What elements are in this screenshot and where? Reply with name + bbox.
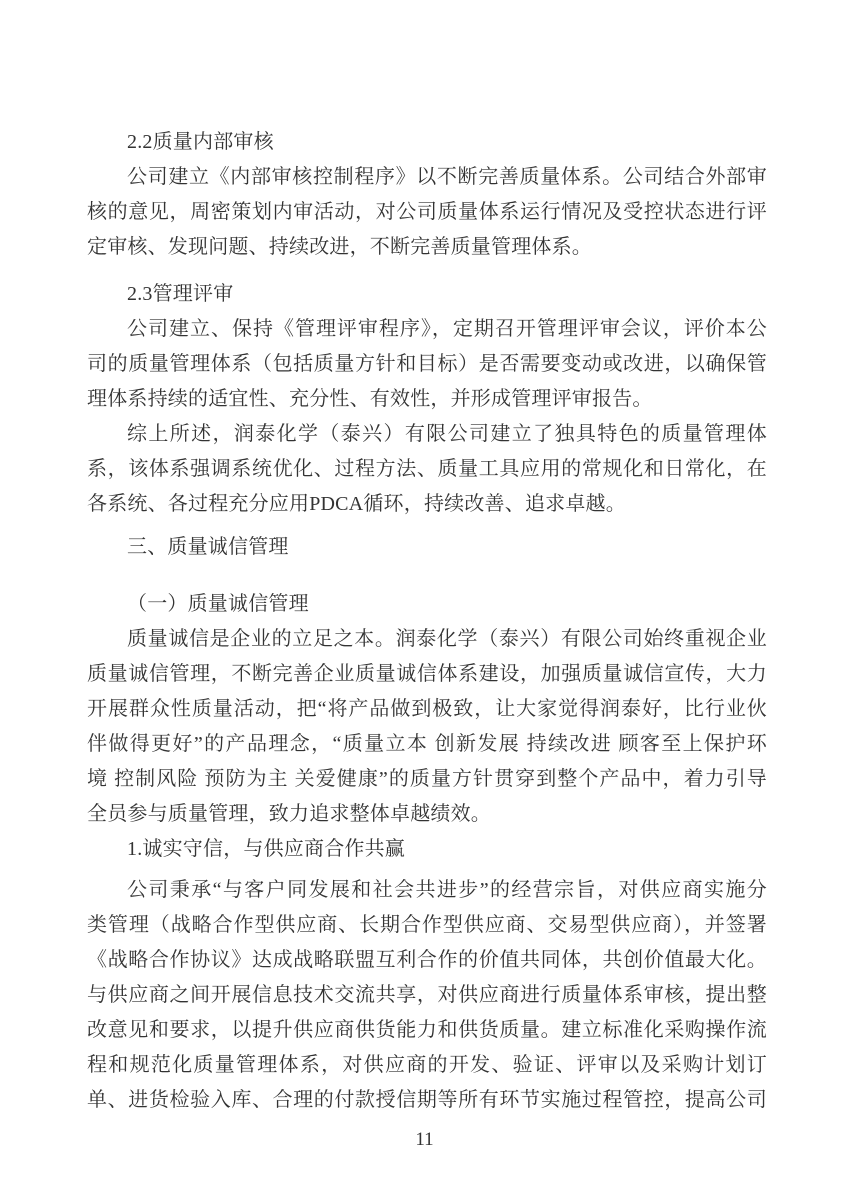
paragraph-block [87,312,767,417]
section-heading: 1.诚实守信，与供应商合作共赢 [127,838,405,860]
text-line: 综上所述，润泰化学（泰兴）有限公司建立了独具特色的质量管理体 [127,423,767,445]
text-line: 单、进货检验入库、合理的付款授信期等所有环节实施过程管控，提高公司 [87,1089,767,1111]
text-line: 程和规范化质量管理体系，对供应商的开发、验证、评审以及采购计划订 [87,1054,767,1076]
text-line: 各系统、各过程充分应用PDCA循环，持续改善、追求卓越。 [87,493,626,515]
section-heading-block [87,530,767,565]
section-heading: 2.3管理评审 [127,283,234,305]
section-heading-block [87,125,767,160]
page-number: 11 [415,1129,434,1150]
text-line: 定审核、发现问题、持续改进，不断完善质量管理体系。 [87,236,592,258]
text-line: 公司建立《内部审核控制程序》以不断完善质量体系。公司结合外部审 [127,166,767,188]
paragraph-block [87,622,767,832]
text-line: 核的意见，周密策划内审活动，对公司质量体系运行情况及受控状态进行评 [87,201,767,223]
text-line: 公司建立、保持《管理评审程序》，定期召开管理评审会议，评价本公 [127,318,767,340]
text-line: 全员参与质量管理，致力追求整体卓越绩效。 [87,803,491,825]
paragraph-block [87,873,767,1118]
section-heading: （一）质量诚信管理 [127,593,309,615]
text-line: 质量诚信是企业的立足之本。润泰化学（泰兴）有限公司始终重视企业 [127,628,767,650]
text-line: 改意见和要求，以提升供应商供货能力和供货质量。建立标准化采购操作流 [87,1019,767,1041]
text-line: 系，该体系强调系统优化、过程方法、质量工具应用的常规化和日常化，在 [87,458,767,480]
paragraph-block [87,160,767,265]
section-heading: 2.2质量内部审核 [127,131,274,153]
text-line: 境 控制风险 预防为主 关爱健康”的质量方针贯穿到整个产品中，着力引导 [87,768,767,790]
text-line: 与供应商之间开展信息技术交流共享，对供应商进行质量体系审核，提出整 [87,984,767,1006]
section-heading: 三、质量诚信管理 [127,536,289,558]
text-line: 类管理（战略合作型供应商、长期合作型供应商、交易型供应商），并签署 [87,914,767,936]
section-heading-block [87,277,767,312]
text-line: 质量诚信管理，不断完善企业质量诚信体系建设，加强质量诚信宣传，大力 [87,663,767,685]
text-line: 伴做得更好”的产品理念，“质量立本 创新发展 持续改进 顾客至上保护环 [87,733,767,755]
document-body [87,125,767,1118]
text-line: 理体系持续的适宜性、充分性、有效性，并形成管理评审报告。 [87,388,653,410]
text-line: 开展群众性质量活动，把“将产品做到极致，让大家觉得润泰好，比行业伙 [87,698,767,720]
section-heading-block [87,587,767,622]
paragraph-block [87,417,767,522]
text-line: 《战略合作协议》达成战略联盟互利合作的价值共同体，共创价值最大化。 [87,949,767,971]
text-line: 司的质量管理体系（包括质量方针和目标）是否需要变动或改进，以确保管 [87,353,767,375]
text-line: 公司秉承“与客户同发展和社会共进步”的经营宗旨，对供应商实施分 [127,879,767,901]
section-heading-block [87,832,767,867]
